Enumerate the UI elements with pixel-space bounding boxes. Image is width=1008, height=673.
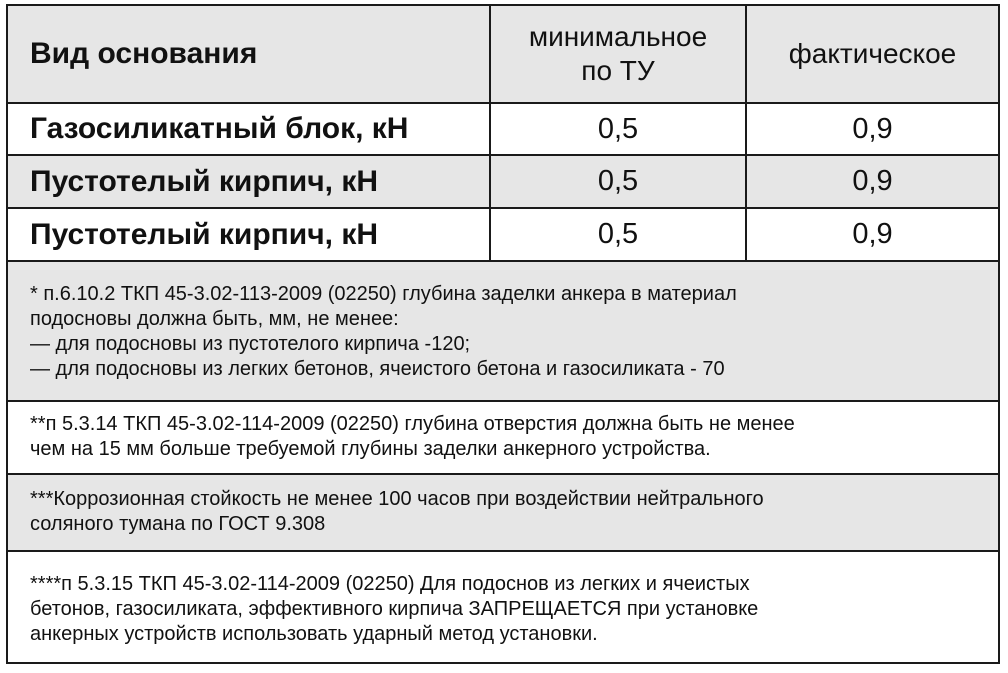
footnote-line: соляного тумана по ГОСТ 9.308	[30, 513, 326, 535]
footnote-2	[8, 402, 998, 473]
row-label: Пустотелый кирпич, кН	[30, 217, 379, 251]
footnote-line: ***Коррозионная стойкость не менее 100 часов при воздействии нейтрального	[30, 488, 764, 510]
row-actual-value: 0,9	[852, 165, 893, 197]
footnote-line: анкерных устройств использовать ударный метод установки.	[30, 623, 598, 645]
footnote-line: — для подосновы из пустотелого кирпича -120;	[30, 333, 471, 355]
row-actual-value: 0,9	[852, 112, 893, 145]
header-base-label: Вид основания	[30, 37, 258, 70]
header-min-label-line2: по ТУ	[581, 55, 655, 86]
footnote-line: чем на 15 мм больше требуемой глубины заделки анкерного устройства.	[30, 438, 711, 460]
header-cell-actual	[747, 6, 998, 102]
row-min-value: 0,5	[597, 112, 639, 145]
column-divider	[489, 6, 491, 260]
column-divider	[745, 6, 747, 260]
row-min-value: 0,5	[597, 165, 639, 197]
header-min-label-line1: минимальное	[528, 21, 708, 52]
table-row	[8, 104, 998, 154]
header-actual-label: фактическое	[788, 38, 957, 69]
footnote-line: * п.6.10.2 ТКП 45-3.02-113-2009 (02250) глубина заделки анкера в материал	[30, 283, 737, 305]
footnote-line: бетонов, газосиликата, эффективного кирпича ЗАПРЕЩАЕТСЯ при установке	[30, 598, 759, 620]
row-actual-value: 0,9	[852, 218, 893, 250]
footnote-line: подосновы должна быть, мм, не менее:	[30, 308, 399, 330]
table-row	[8, 156, 998, 207]
footnote-line: ****п 5.3.15 ТКП 45-3.02-114-2009 (02250) Для подоснов из легких и ячеистых	[30, 573, 750, 595]
footnote-3	[8, 475, 998, 550]
row-min-value: 0,5	[597, 218, 639, 250]
footnote-line: — для подосновы из легких бетонов, ячеистого бетона и газосиликата - 70	[30, 358, 725, 380]
header-cell-min	[491, 6, 745, 102]
row-label: Газосиликатный блок, кН	[30, 112, 409, 145]
anchor-spec-table	[6, 4, 1000, 664]
row-label: Пустотелый кирпич, кН	[30, 164, 379, 198]
footnote-4	[8, 552, 998, 662]
footnote-line: **п 5.3.14 ТКП 45-3.02-114-2009 (02250) глубина отверстия должна быть не менее	[30, 413, 795, 435]
table-header-row	[8, 6, 998, 102]
header-cell-base-type	[8, 6, 489, 102]
table-row	[8, 209, 998, 260]
footnote-1	[8, 262, 998, 400]
